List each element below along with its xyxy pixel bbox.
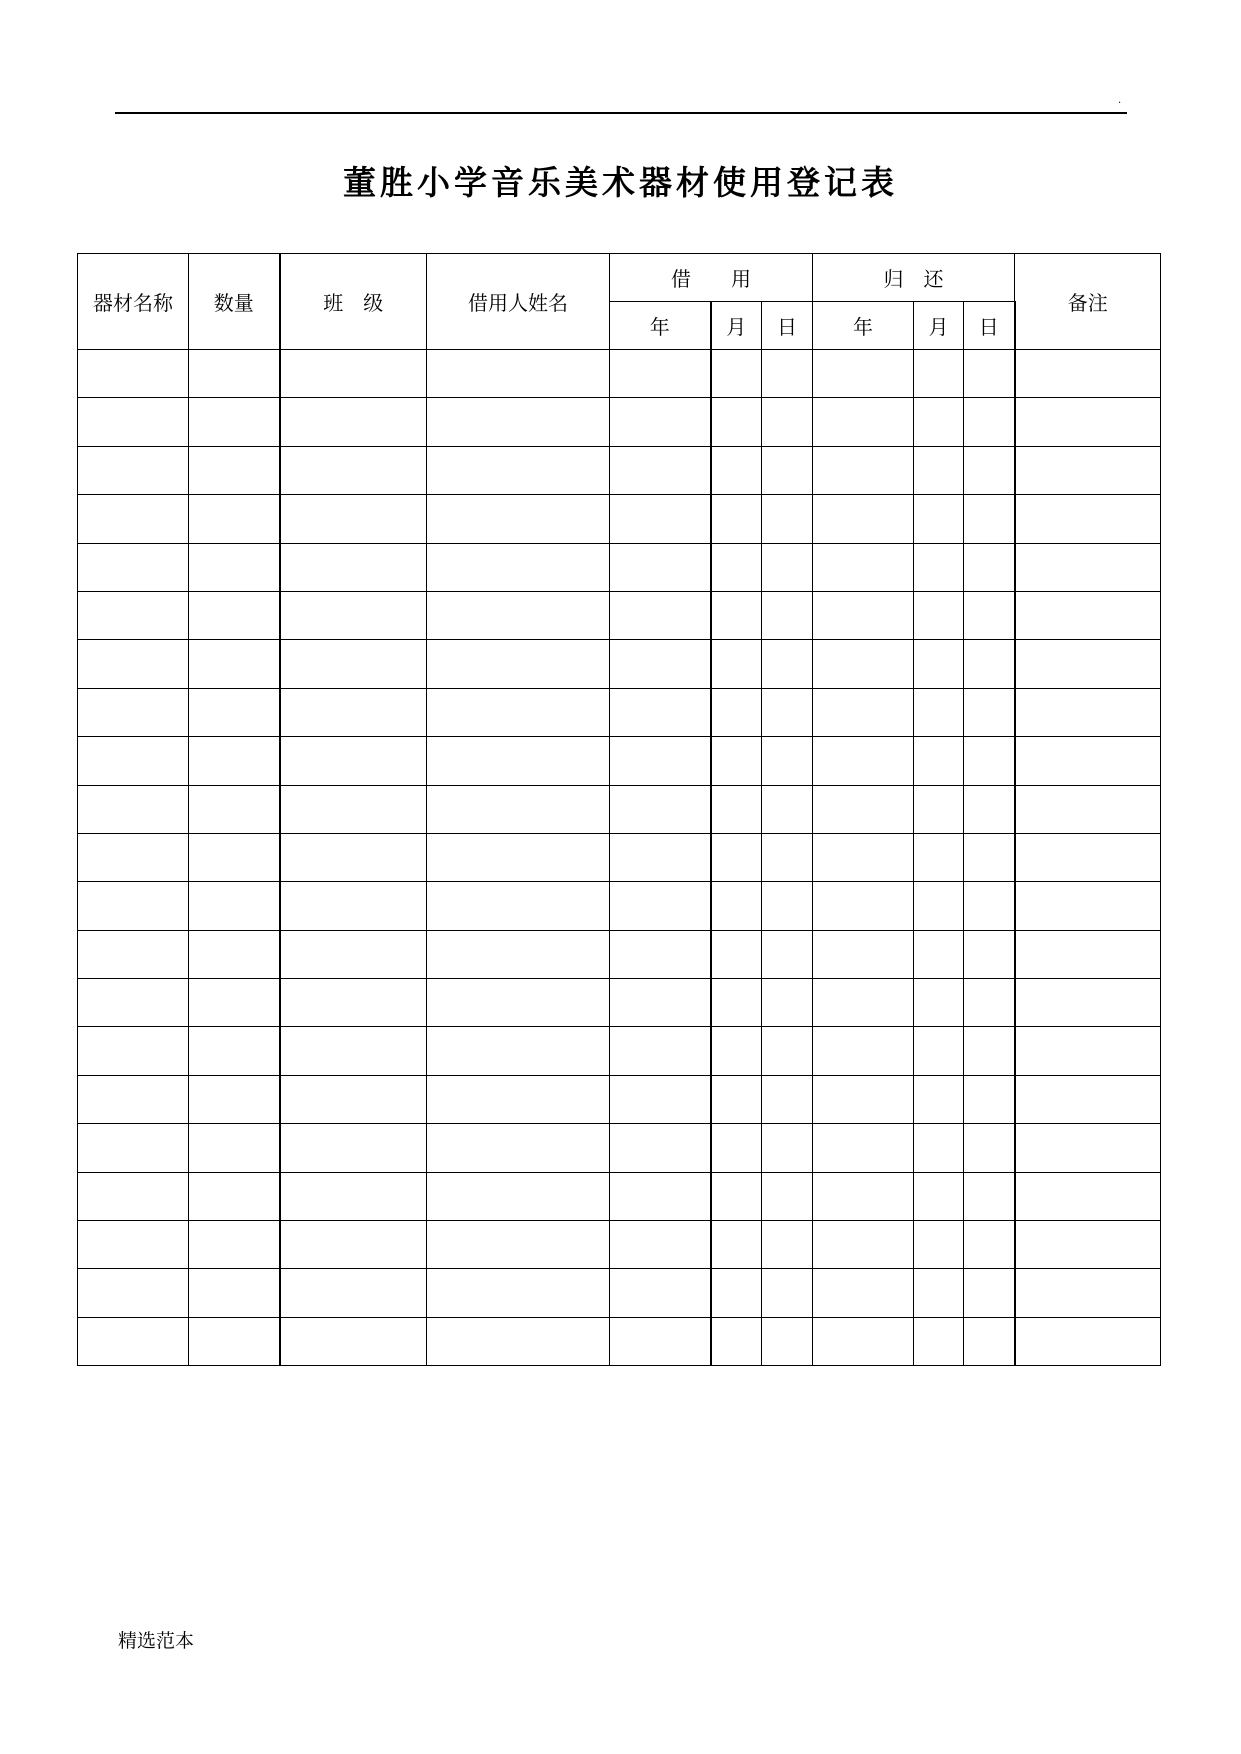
footer-text: 精选范本 bbox=[118, 1630, 195, 1652]
table-cell[interactable] bbox=[813, 446, 914, 494]
header-return: 归 还 bbox=[813, 254, 1015, 302]
table-cell[interactable] bbox=[1015, 543, 1161, 591]
table-cell[interactable] bbox=[964, 350, 1015, 398]
table-cell[interactable] bbox=[78, 640, 189, 688]
table-cell[interactable] bbox=[610, 495, 711, 543]
table-cell[interactable] bbox=[914, 882, 964, 930]
table-cell[interactable] bbox=[610, 930, 711, 978]
table-cell[interactable] bbox=[762, 495, 813, 543]
table-cell[interactable] bbox=[711, 1269, 762, 1317]
table-cell[interactable] bbox=[189, 591, 280, 639]
table-cell[interactable] bbox=[914, 688, 964, 736]
table-cell[interactable] bbox=[964, 1317, 1015, 1365]
table-cell[interactable] bbox=[78, 543, 189, 591]
table-cell[interactable] bbox=[711, 882, 762, 930]
table-cell[interactable] bbox=[78, 979, 189, 1027]
table-cell[interactable] bbox=[711, 1075, 762, 1123]
table-cell[interactable] bbox=[610, 737, 711, 785]
table-cell[interactable] bbox=[762, 1317, 813, 1365]
table-cell[interactable] bbox=[1015, 882, 1161, 930]
table-cell[interactable] bbox=[1015, 1172, 1161, 1220]
table-cell[interactable] bbox=[711, 543, 762, 591]
table-cell[interactable] bbox=[914, 591, 964, 639]
table-cell[interactable] bbox=[711, 1221, 762, 1269]
table-cell[interactable] bbox=[610, 446, 711, 494]
table-cell[interactable] bbox=[813, 882, 914, 930]
table-cell[interactable] bbox=[280, 1221, 427, 1269]
table-cell[interactable] bbox=[914, 1075, 964, 1123]
table-cell[interactable] bbox=[711, 785, 762, 833]
table-cell[interactable] bbox=[280, 1172, 427, 1220]
table-cell[interactable] bbox=[964, 495, 1015, 543]
header-quantity: 数量 bbox=[189, 254, 280, 350]
table-cell[interactable] bbox=[189, 1172, 280, 1220]
table-cell[interactable] bbox=[189, 737, 280, 785]
table-cell[interactable] bbox=[813, 543, 914, 591]
table-cell[interactable] bbox=[280, 882, 427, 930]
table-cell[interactable] bbox=[427, 1027, 610, 1075]
table-cell[interactable] bbox=[427, 1317, 610, 1365]
table-cell[interactable] bbox=[1015, 785, 1161, 833]
table-cell[interactable] bbox=[964, 930, 1015, 978]
table-cell[interactable] bbox=[427, 1172, 610, 1220]
table-cell[interactable] bbox=[280, 446, 427, 494]
table-cell[interactable] bbox=[914, 350, 964, 398]
table-cell[interactable] bbox=[964, 398, 1015, 446]
header-rule bbox=[115, 112, 1127, 114]
table-cell[interactable] bbox=[914, 1317, 964, 1365]
table-row bbox=[78, 1317, 1161, 1365]
table-cell[interactable] bbox=[813, 350, 914, 398]
table-cell[interactable] bbox=[280, 543, 427, 591]
table-cell[interactable] bbox=[1015, 1027, 1161, 1075]
table-cell[interactable] bbox=[813, 591, 914, 639]
table-cell[interactable] bbox=[610, 1075, 711, 1123]
table-cell[interactable] bbox=[78, 1221, 189, 1269]
table-cell[interactable] bbox=[964, 1221, 1015, 1269]
table-cell[interactable] bbox=[762, 1027, 813, 1075]
header-borrower-name: 借用人姓名 bbox=[427, 254, 610, 350]
table-cell[interactable] bbox=[914, 930, 964, 978]
table-cell[interactable] bbox=[1015, 688, 1161, 736]
table-cell[interactable] bbox=[189, 350, 280, 398]
table-cell[interactable] bbox=[280, 785, 427, 833]
table-cell[interactable] bbox=[427, 930, 610, 978]
table-cell[interactable] bbox=[280, 398, 427, 446]
table-row bbox=[78, 350, 1161, 398]
table-cell[interactable] bbox=[964, 737, 1015, 785]
table-cell[interactable] bbox=[762, 1221, 813, 1269]
table-cell[interactable] bbox=[189, 688, 280, 736]
header-return-day: 日 bbox=[964, 302, 1015, 350]
table-cell[interactable] bbox=[189, 1317, 280, 1365]
table-cell[interactable] bbox=[78, 785, 189, 833]
table-cell[interactable] bbox=[189, 785, 280, 833]
table-cell[interactable] bbox=[813, 640, 914, 688]
table-cell[interactable] bbox=[813, 495, 914, 543]
table-cell[interactable] bbox=[964, 543, 1015, 591]
table-cell[interactable] bbox=[762, 1075, 813, 1123]
table-cell[interactable] bbox=[78, 350, 189, 398]
table-cell[interactable] bbox=[964, 1172, 1015, 1220]
table-cell[interactable] bbox=[280, 688, 427, 736]
table-row bbox=[78, 785, 1161, 833]
table-cell[interactable] bbox=[610, 1124, 711, 1172]
table-cell[interactable] bbox=[1015, 350, 1161, 398]
table-cell[interactable] bbox=[280, 1124, 427, 1172]
table-cell[interactable] bbox=[280, 350, 427, 398]
table-cell[interactable] bbox=[813, 1027, 914, 1075]
table-cell[interactable] bbox=[762, 640, 813, 688]
table-cell[interactable] bbox=[1015, 640, 1161, 688]
table-cell[interactable] bbox=[964, 591, 1015, 639]
table-cell[interactable] bbox=[1015, 446, 1161, 494]
table-cell[interactable] bbox=[711, 979, 762, 1027]
table-cell[interactable] bbox=[610, 1269, 711, 1317]
table-row bbox=[78, 688, 1161, 736]
header-borrow-day: 日 bbox=[762, 302, 813, 350]
table-cell[interactable] bbox=[78, 688, 189, 736]
table-cell[interactable] bbox=[1015, 1317, 1161, 1365]
table-cell[interactable] bbox=[914, 1172, 964, 1220]
table-cell[interactable] bbox=[964, 688, 1015, 736]
table-cell[interactable] bbox=[280, 979, 427, 1027]
table-cell[interactable] bbox=[610, 688, 711, 736]
table-cell[interactable] bbox=[914, 737, 964, 785]
table-cell[interactable] bbox=[914, 1027, 964, 1075]
table-row bbox=[78, 882, 1161, 930]
table-cell[interactable] bbox=[189, 398, 280, 446]
table-row bbox=[78, 737, 1161, 785]
table-cell[interactable] bbox=[189, 930, 280, 978]
table-cell[interactable] bbox=[427, 543, 610, 591]
table-cell[interactable] bbox=[1015, 737, 1161, 785]
table-cell[interactable] bbox=[280, 495, 427, 543]
table-cell[interactable] bbox=[280, 1317, 427, 1365]
table-cell[interactable] bbox=[1015, 930, 1161, 978]
table-row bbox=[78, 1221, 1161, 1269]
table-cell[interactable] bbox=[78, 1075, 189, 1123]
table-cell[interactable] bbox=[610, 1172, 711, 1220]
table-cell[interactable] bbox=[711, 640, 762, 688]
table-cell[interactable] bbox=[280, 591, 427, 639]
table-cell[interactable] bbox=[189, 882, 280, 930]
table-cell[interactable] bbox=[427, 785, 610, 833]
table-cell[interactable] bbox=[427, 1075, 610, 1123]
table-cell[interactable] bbox=[762, 979, 813, 1027]
table-cell[interactable] bbox=[762, 446, 813, 494]
table-cell[interactable] bbox=[964, 979, 1015, 1027]
table-cell[interactable] bbox=[762, 350, 813, 398]
table-cell[interactable] bbox=[189, 1124, 280, 1172]
table-cell[interactable] bbox=[610, 543, 711, 591]
table-cell[interactable] bbox=[762, 833, 813, 881]
table-cell[interactable] bbox=[762, 543, 813, 591]
table-cell[interactable] bbox=[78, 446, 189, 494]
table-cell[interactable] bbox=[964, 882, 1015, 930]
table-cell[interactable] bbox=[610, 1027, 711, 1075]
table-cell[interactable] bbox=[711, 591, 762, 639]
table-cell[interactable] bbox=[711, 495, 762, 543]
table-cell[interactable] bbox=[813, 1075, 914, 1123]
table-row bbox=[78, 640, 1161, 688]
table-cell[interactable] bbox=[1015, 979, 1161, 1027]
table-cell[interactable] bbox=[964, 1269, 1015, 1317]
table-cell[interactable] bbox=[78, 398, 189, 446]
table-cell[interactable] bbox=[78, 1317, 189, 1365]
table-cell[interactable] bbox=[762, 398, 813, 446]
table-cell[interactable] bbox=[813, 688, 914, 736]
table-cell[interactable] bbox=[1015, 1269, 1161, 1317]
table-cell[interactable] bbox=[189, 1027, 280, 1075]
table-row bbox=[78, 930, 1161, 978]
table-cell[interactable] bbox=[280, 640, 427, 688]
table-cell[interactable] bbox=[762, 785, 813, 833]
table-cell[interactable] bbox=[711, 930, 762, 978]
table-cell[interactable] bbox=[427, 1124, 610, 1172]
page-title: 董胜小学音乐美术器材使用登记表 bbox=[343, 163, 898, 202]
table-cell[interactable] bbox=[762, 882, 813, 930]
table-cell[interactable] bbox=[78, 737, 189, 785]
table-cell[interactable] bbox=[78, 1172, 189, 1220]
table-cell[interactable] bbox=[711, 1317, 762, 1365]
table-cell[interactable] bbox=[189, 833, 280, 881]
table-cell[interactable] bbox=[762, 1124, 813, 1172]
table-cell[interactable] bbox=[711, 737, 762, 785]
table-cell[interactable] bbox=[711, 688, 762, 736]
table-cell[interactable] bbox=[813, 930, 914, 978]
table-cell[interactable] bbox=[914, 833, 964, 881]
table-cell[interactable] bbox=[189, 446, 280, 494]
table-cell[interactable] bbox=[762, 688, 813, 736]
table-cell[interactable] bbox=[610, 979, 711, 1027]
table-row bbox=[78, 1075, 1161, 1123]
table-cell[interactable] bbox=[78, 591, 189, 639]
table-cell[interactable] bbox=[610, 398, 711, 446]
table-cell[interactable] bbox=[610, 882, 711, 930]
table-cell[interactable] bbox=[78, 1027, 189, 1075]
table-cell[interactable] bbox=[280, 1075, 427, 1123]
table-cell[interactable] bbox=[711, 350, 762, 398]
table-cell[interactable] bbox=[78, 882, 189, 930]
table-row bbox=[78, 1027, 1161, 1075]
header-return-year: 年 bbox=[813, 302, 914, 350]
table-cell[interactable] bbox=[914, 543, 964, 591]
table-cell[interactable] bbox=[711, 398, 762, 446]
table-cell[interactable] bbox=[78, 1269, 189, 1317]
table-cell[interactable] bbox=[762, 591, 813, 639]
table-cell[interactable] bbox=[914, 398, 964, 446]
table-row bbox=[78, 543, 1161, 591]
table-cell[interactable] bbox=[711, 446, 762, 494]
table-cell[interactable] bbox=[78, 1124, 189, 1172]
header-borrow: 借 用 bbox=[610, 254, 813, 302]
table-cell[interactable] bbox=[964, 1027, 1015, 1075]
table-row bbox=[78, 398, 1161, 446]
header-return-month: 月 bbox=[914, 302, 964, 350]
table-cell[interactable] bbox=[189, 543, 280, 591]
table-cell[interactable] bbox=[914, 1221, 964, 1269]
table-row bbox=[78, 1269, 1161, 1317]
table-row bbox=[78, 446, 1161, 494]
table-cell[interactable] bbox=[610, 833, 711, 881]
table-cell[interactable] bbox=[427, 446, 610, 494]
table-cell[interactable] bbox=[189, 640, 280, 688]
table-cell[interactable] bbox=[914, 640, 964, 688]
table-cell[interactable] bbox=[189, 1075, 280, 1123]
table-cell[interactable] bbox=[813, 737, 914, 785]
table-cell[interactable] bbox=[914, 1269, 964, 1317]
table-cell[interactable] bbox=[427, 640, 610, 688]
table-cell[interactable] bbox=[427, 737, 610, 785]
table-cell[interactable] bbox=[762, 1172, 813, 1220]
table-cell[interactable] bbox=[813, 1269, 914, 1317]
table-cell[interactable] bbox=[280, 737, 427, 785]
table-cell[interactable] bbox=[964, 1075, 1015, 1123]
table-cell[interactable] bbox=[762, 1269, 813, 1317]
table-cell[interactable] bbox=[762, 737, 813, 785]
table-cell[interactable] bbox=[610, 1317, 711, 1365]
table-cell[interactable] bbox=[813, 785, 914, 833]
table-cell[interactable] bbox=[78, 495, 189, 543]
table-cell[interactable] bbox=[711, 1172, 762, 1220]
table-row bbox=[78, 979, 1161, 1027]
table-cell[interactable] bbox=[610, 350, 711, 398]
table-cell[interactable] bbox=[813, 833, 914, 881]
table-cell[interactable] bbox=[762, 930, 813, 978]
table-cell[interactable] bbox=[813, 979, 914, 1027]
table-cell[interactable] bbox=[711, 1124, 762, 1172]
table-cell[interactable] bbox=[914, 785, 964, 833]
header-equipment-name: 器材名称 bbox=[78, 254, 189, 350]
header-remarks: 备注 bbox=[1015, 254, 1161, 350]
table-cell[interactable] bbox=[189, 1269, 280, 1317]
header-mark: . bbox=[1118, 95, 1122, 106]
table-cell[interactable] bbox=[280, 1027, 427, 1075]
table-cell[interactable] bbox=[914, 1124, 964, 1172]
table-row bbox=[78, 833, 1161, 881]
table-cell[interactable] bbox=[813, 1172, 914, 1220]
table-cell[interactable] bbox=[964, 833, 1015, 881]
table-row bbox=[78, 1172, 1161, 1220]
table-cell[interactable] bbox=[427, 398, 610, 446]
table-cell[interactable] bbox=[280, 1269, 427, 1317]
table-cell[interactable] bbox=[427, 591, 610, 639]
table-cell[interactable] bbox=[189, 495, 280, 543]
table-cell[interactable] bbox=[914, 495, 964, 543]
header-borrow-month: 月 bbox=[711, 302, 762, 350]
table-cell[interactable] bbox=[813, 1317, 914, 1365]
table-cell[interactable] bbox=[427, 1269, 610, 1317]
table-cell[interactable] bbox=[1015, 398, 1161, 446]
table-cell[interactable] bbox=[280, 833, 427, 881]
table-cell[interactable] bbox=[914, 446, 964, 494]
table-cell[interactable] bbox=[1015, 1075, 1161, 1123]
table-cell[interactable] bbox=[427, 833, 610, 881]
header-row bbox=[78, 254, 1161, 302]
table-cell[interactable] bbox=[964, 446, 1015, 494]
table-cell[interactable] bbox=[610, 1221, 711, 1269]
table-cell[interactable] bbox=[813, 1124, 914, 1172]
table-cell[interactable] bbox=[964, 785, 1015, 833]
table-cell[interactable] bbox=[1015, 833, 1161, 881]
table-cell[interactable] bbox=[813, 398, 914, 446]
table-cell[interactable] bbox=[189, 979, 280, 1027]
table-cell[interactable] bbox=[813, 1221, 914, 1269]
table-cell[interactable] bbox=[189, 1221, 280, 1269]
table-row bbox=[78, 495, 1161, 543]
table-cell[interactable] bbox=[1015, 1124, 1161, 1172]
table-cell[interactable] bbox=[610, 785, 711, 833]
table-cell[interactable] bbox=[427, 688, 610, 736]
table-cell[interactable] bbox=[427, 495, 610, 543]
table-cell[interactable] bbox=[610, 640, 711, 688]
table-cell[interactable] bbox=[1015, 591, 1161, 639]
table-cell[interactable] bbox=[78, 833, 189, 881]
table-cell[interactable] bbox=[427, 882, 610, 930]
table-cell[interactable] bbox=[280, 930, 427, 978]
table-cell[interactable] bbox=[964, 1124, 1015, 1172]
table-cell[interactable] bbox=[1015, 495, 1161, 543]
table-cell[interactable] bbox=[427, 1221, 610, 1269]
table-cell[interactable] bbox=[711, 1027, 762, 1075]
table-cell[interactable] bbox=[427, 979, 610, 1027]
table-row bbox=[78, 591, 1161, 639]
header-borrow-year: 年 bbox=[610, 302, 711, 350]
registration-table bbox=[77, 253, 1161, 1366]
table-cell[interactable] bbox=[914, 979, 964, 1027]
table-cell[interactable] bbox=[964, 640, 1015, 688]
table-cell[interactable] bbox=[1015, 1221, 1161, 1269]
table-cell[interactable] bbox=[711, 833, 762, 881]
table-cell[interactable] bbox=[427, 350, 610, 398]
table-row bbox=[78, 1124, 1161, 1172]
header-class: 班 级 bbox=[280, 254, 427, 350]
table-cell[interactable] bbox=[78, 930, 189, 978]
table-cell[interactable] bbox=[610, 591, 711, 639]
